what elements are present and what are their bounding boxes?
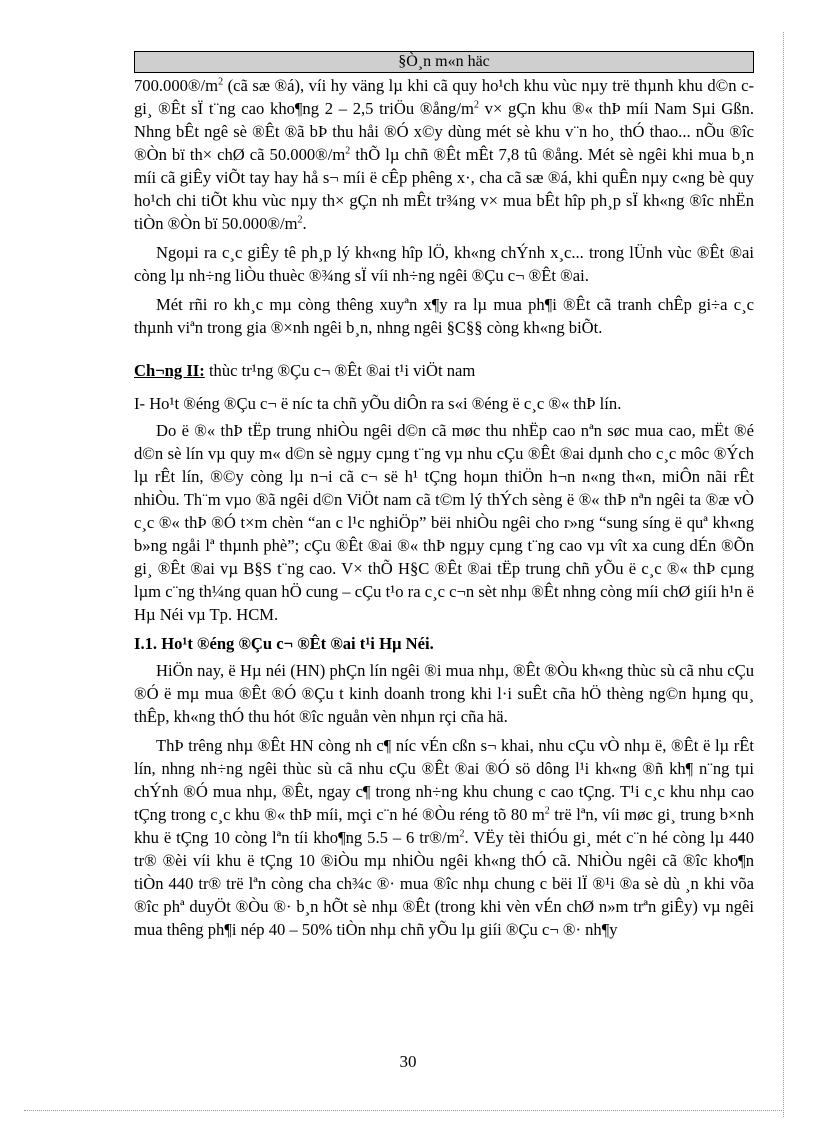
header-title: §Ò¸n m«n häc	[398, 53, 490, 70]
chapter-label: Ch¬ng II:	[134, 361, 205, 380]
chapter-title: thùc tr¹ng ®Çu c¬ ®Êt ®ai t¹i viÖt nam	[204, 361, 476, 380]
page-header	[134, 51, 754, 73]
paragraph: ThÞ trêng nhµ ®Êt HN còng nh c¶ níc vÉn cßn s¬ khai, nhu cÇu vÒ nhµ ë, ®Êt ë lµ rÊt lín, nhng nh÷ng ngêi thùc sù cã nhu cÇu ®Êt ®ai ®Ó sö dông l¹i kh«ng ®ñ kh¶ n¨ng tµi chÝnh ®Ó mua nhµ, ®Êt, ngay c¶ trong nh÷ng khu chung c cao tÇng. T¹i c¸c khu nhµ cao tÇng trong c¸c khu ®« thÞ míi, mçi c¨n hé ®Òu réng tõ 80 $m^2$ trë lªn, víi møc gi¸ trung b×nh khu ë tÇng 10 còng lªn tíi kho¶ng 5.5 – 6 $tr®/m^2$. VËy tèi thiÓu gi¸ mét c¨n hé còng lµ 440 tr® ®èi víi khu ë tÇng 10 ®iÒu mµ nhiÒu ngêi kh«ng thÓ cã. NhiÒu ngêi cã ®îc kho¶n tiÒn 440 tr® trë lªn còng cha ch¾c ®· mua ®îc nhµ chung c bëi lÏ ®¹i ®a sè dù ¸n khi võa ®îc phª duyÖt ®Òu ®· b¸n hÕt sè nhµ ®Êt (trong khi vèn vÉn chØ n»m trªn giÊy) vµ ngêi mua thêng ph¶i nép 40 – 50% tiÒn nhµ chñ yÕu lµ giíi ®Çu c¬ ®· nh¶y	[134, 736, 754, 939]
paragraph: Do ë ®« thÞ tËp trung nhiÒu ngêi d©n cã møc thu nhËp cao nªn søc mua cao, mËt ®é d©n sè lín vµ quy m« d©n sè ngµy cµng t¨ng vµ nhu cÇu ®Êt ®ai dµnh cho c¸c môc ®Ých lµ rÊt lín, ®©y còng lµ n¬i cã c¬ së h¹ tÇng hoµn thiÖn h¬n n«ng th«n, miÔn nãi rÊt nhiÒu. Th¨m vµo ®ã ngêi d©n ViÖt nam cã t©m lý thÝch sèng ë ®« thÞ nªn ngêi ta ®æ vÒ c¸c ®« thÞ ®Ó t×m chèn “an c l¹c nghiÖp” bëi nhiÒu ngêi cho r»ng “sung síng ë quª kh«ng b»ng ngåi lª thµnh phè”; cÇu ®Êt ®ai ®« thÞ ngµy cµng t¨ng cao vµ vît xa cung dÉn ®Õn gi¸ ®Êt ®ai vµ B§S t¨ng cao. V× thÕ H§C ®Êt ®ai tËp trung chñ yÕu ë c¸c ®« thÞ cµng lµm c¨ng th¼ng quan hÖ cung – cÇu t¹o ra c¸c c¬n sèt nhµ ®Êt nhng còng míi chØ giíi h¹n ë Hµ Néi vµ Tp. HCM.	[134, 421, 754, 624]
margin-rule-bottom	[24, 1110, 784, 1111]
body-text	[134, 74, 754, 947]
paragraph: Mét rñi ro kh¸c mµ còng thêng xuyªn x¶y ra lµ mua ph¶i ®Êt cã tranh chÊp gi÷a c¸c thµnh viªn trong gia ®×nh ngêi b¸n, nhng ngêi §C§§ còng kh«ng biÕt.	[134, 295, 754, 337]
paragraph: Ngoµi ra c¸c giÊy tê ph¸p lý kh«ng hîp lÖ, kh«ng chÝnh x¸c... trong lÜnh vùc ®Êt ®ai còng lµ nh÷ng liÒu thuèc ®¾ng sÏ víi nh÷ng ngêi ®Çu c¬ ®Êt ®ai.	[134, 243, 754, 285]
chapter-heading	[134, 359, 754, 382]
page-number: 30	[399, 1052, 417, 1071]
paragraph: HiÖn nay, ë Hµ néi (HN) phÇn lín ngêi ®i mua nhµ, ®Êt ®Òu kh«ng thùc sù cã nhu cÇu ®Ó ë mµ mua ®Êt ®Ó ®Çu t kinh doanh trong khi l·i suÊt cña hÖ thèng ng©n hµng qu¸ thÊp, kh«ng thÓ thu hót ®îc nguån vèn nhµn rçi cña hä.	[134, 661, 754, 726]
section-heading: I- Ho¹t ®éng ®Çu c¬ ë níc ta chñ yÕu diÔn ra s«i ®éng ë c¸c ®« thÞ lín.	[134, 394, 622, 413]
paragraph: $700.000®/m^2$ (cã sæ ®á), víi hy väng lµ khi cã quy ho¹ch khu vùc nµy trë thµnh khu d©n c gi¸ ®Êt sÏ t¨ng cao kho¶ng 2 – 2,5 triÖu $®ång/m^2$ v× gÇn khu ®« thÞ míi Nam Sµi Gßn. Nhng bÊt ngê sè ®Êt ®ã bÞ thu håi ®Ó x©y dùng mét sè khu v¨n ho¸ thÓ thao... nÕu ®îc ®Òn bï th× chØ cã $50.000®/m^2$ thÕ lµ chñ ®Êt mÊt 7,8 tû ®ång. Mét sè ngêi khi mua b¸n míi cã giÊy viÕt tay hay hå s¬ míi ë cÊp phêng x·, cha cã sæ ®á, khi quÊn nµy c«ng bè quy ho¹ch chi tiÕt khu vùc nµy th× gÇn nh mÊt tr¾ng v× mua bÊt hîp ph¸p sÏ kh«ng ®îc nhËn tiÒn ®Òn bï $50.000®/m^2$.	[134, 76, 755, 233]
margin-rule-vertical	[783, 32, 784, 1117]
subsection-heading: I.1. Ho¹t ®éng ®Çu c¬ ®Êt ®ai t¹i Hµ Néi.	[134, 634, 434, 653]
